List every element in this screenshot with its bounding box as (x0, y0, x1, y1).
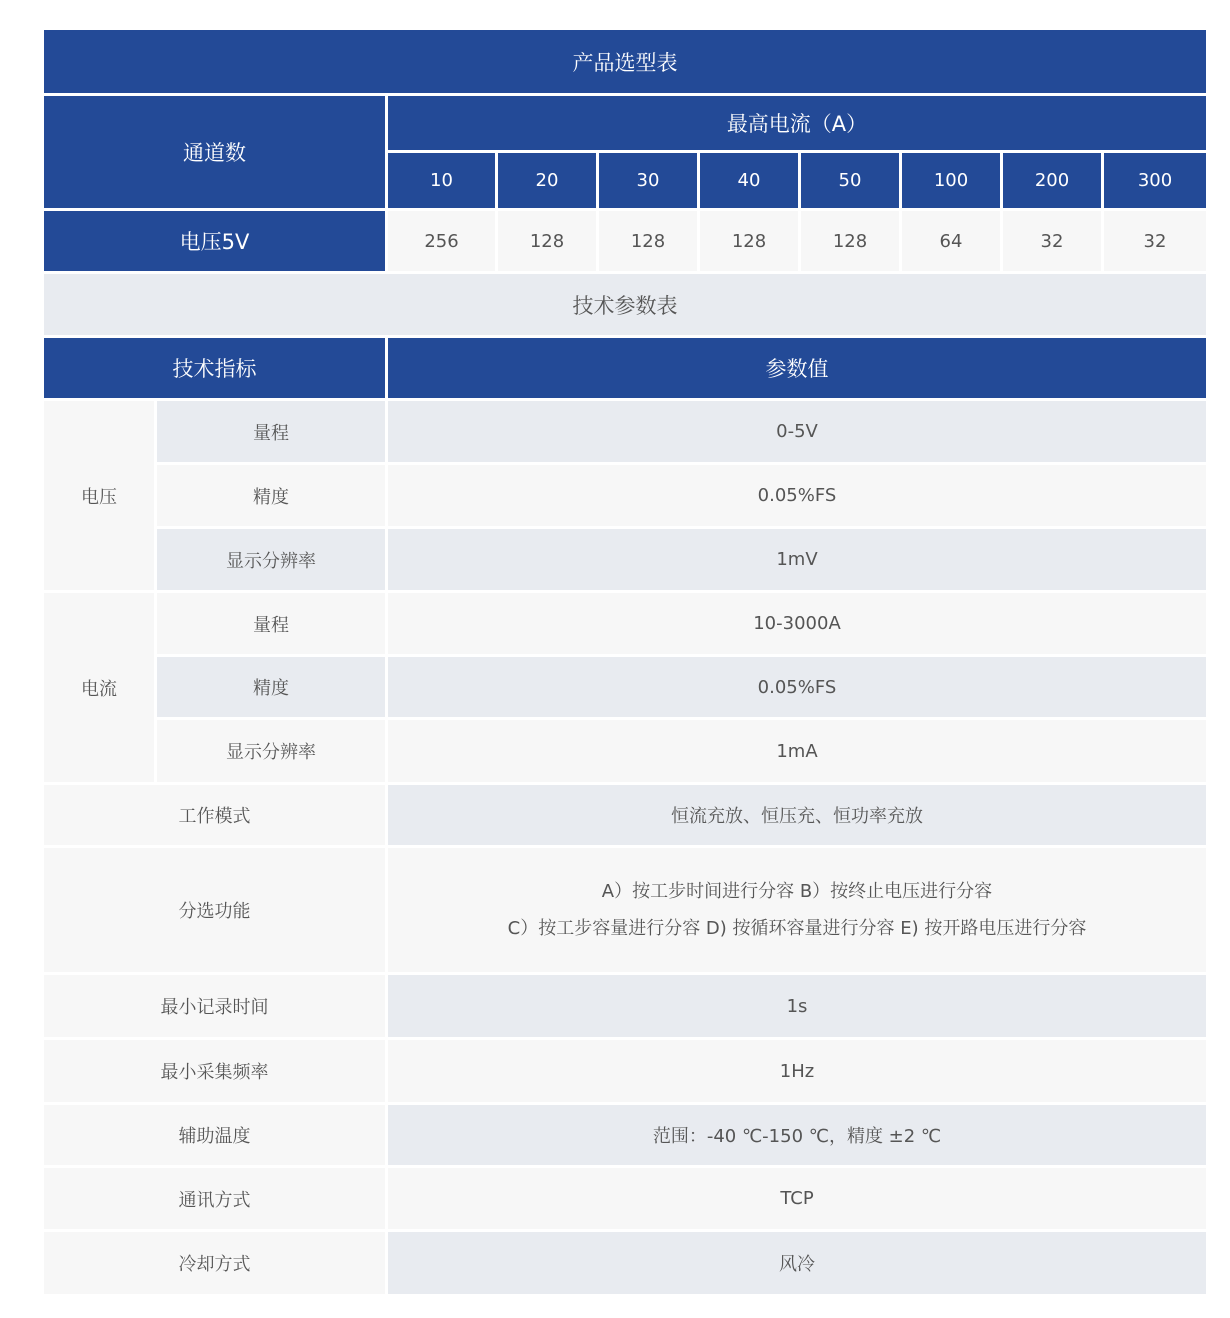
channel-count-header: 通道数 (44, 96, 385, 208)
channel-count-cell: 128 (700, 211, 798, 271)
sorting-function-line-1: A）按工步时间进行分容 B）按终止电压进行分容 (601, 881, 993, 902)
value-column-header: 参数值 (388, 338, 1206, 398)
channel-count-cell: 64 (902, 211, 1000, 271)
current-header-cell: 40 (700, 153, 798, 208)
voltage-5v-label: 电压5V (44, 211, 385, 271)
max-current-header: 最高电流（A） (388, 96, 1206, 150)
current-header-cell: 300 (1104, 153, 1206, 208)
current-resolution-label: 显示分辨率 (157, 720, 385, 782)
channel-count-cell: 128 (498, 211, 596, 271)
current-header-cell: 30 (599, 153, 697, 208)
voltage-accuracy-value: 0.05%FS (388, 465, 1206, 526)
spec-table-title: 技术参数表 (44, 274, 1206, 335)
voltage-group-label: 电压 (44, 401, 154, 590)
min-record-time-value: 1s (388, 975, 1206, 1037)
current-accuracy-value: 0.05%FS (388, 657, 1206, 717)
channel-count-cell: 128 (599, 211, 697, 271)
voltage-range-label: 量程 (157, 401, 385, 462)
aux-temperature-value: 范围：-40 ℃-150 ℃，精度 ±2 ℃ (388, 1105, 1206, 1165)
min-sampling-rate-value: 1Hz (388, 1040, 1206, 1102)
voltage-resolution-label: 显示分辨率 (157, 529, 385, 590)
current-header-cell: 50 (801, 153, 899, 208)
channel-count-cell: 32 (1104, 211, 1206, 271)
cooling-value: 风冷 (388, 1232, 1206, 1294)
indicator-column-header: 技术指标 (44, 338, 385, 398)
min-record-time-label: 最小记录时间 (44, 975, 385, 1037)
current-resolution-value: 1mA (388, 720, 1206, 782)
current-header-cell: 200 (1003, 153, 1101, 208)
current-group-label: 电流 (44, 593, 154, 782)
voltage-accuracy-label: 精度 (157, 465, 385, 526)
current-range-label: 量程 (157, 593, 385, 654)
sorting-function-line-2: C）按工步容量进行分容 D) 按循环容量进行分容 E) 按开路电压进行分容 (507, 918, 1087, 939)
selection-table-title: 产品选型表 (44, 30, 1206, 93)
work-mode-label: 工作模式 (44, 785, 385, 845)
min-sampling-rate-label: 最小采集频率 (44, 1040, 385, 1102)
sorting-function-label: 分选功能 (44, 848, 385, 972)
communication-label: 通讯方式 (44, 1168, 385, 1229)
current-header-cell: 100 (902, 153, 1000, 208)
current-range-value: 10-3000A (388, 593, 1206, 654)
voltage-range-value: 0-5V (388, 401, 1206, 462)
current-header-cell: 20 (498, 153, 596, 208)
work-mode-value: 恒流充放、恒压充、恒功率充放 (388, 785, 1206, 845)
current-accuracy-label: 精度 (157, 657, 385, 717)
channel-count-cell: 256 (388, 211, 495, 271)
communication-value: TCP (388, 1168, 1206, 1229)
aux-temperature-label: 辅助温度 (44, 1105, 385, 1165)
cooling-label: 冷却方式 (44, 1232, 385, 1294)
channel-count-cell: 32 (1003, 211, 1101, 271)
voltage-resolution-value: 1mV (388, 529, 1206, 590)
current-header-cell: 10 (388, 153, 495, 208)
channel-count-cell: 128 (801, 211, 899, 271)
sorting-function-value (388, 848, 1206, 972)
